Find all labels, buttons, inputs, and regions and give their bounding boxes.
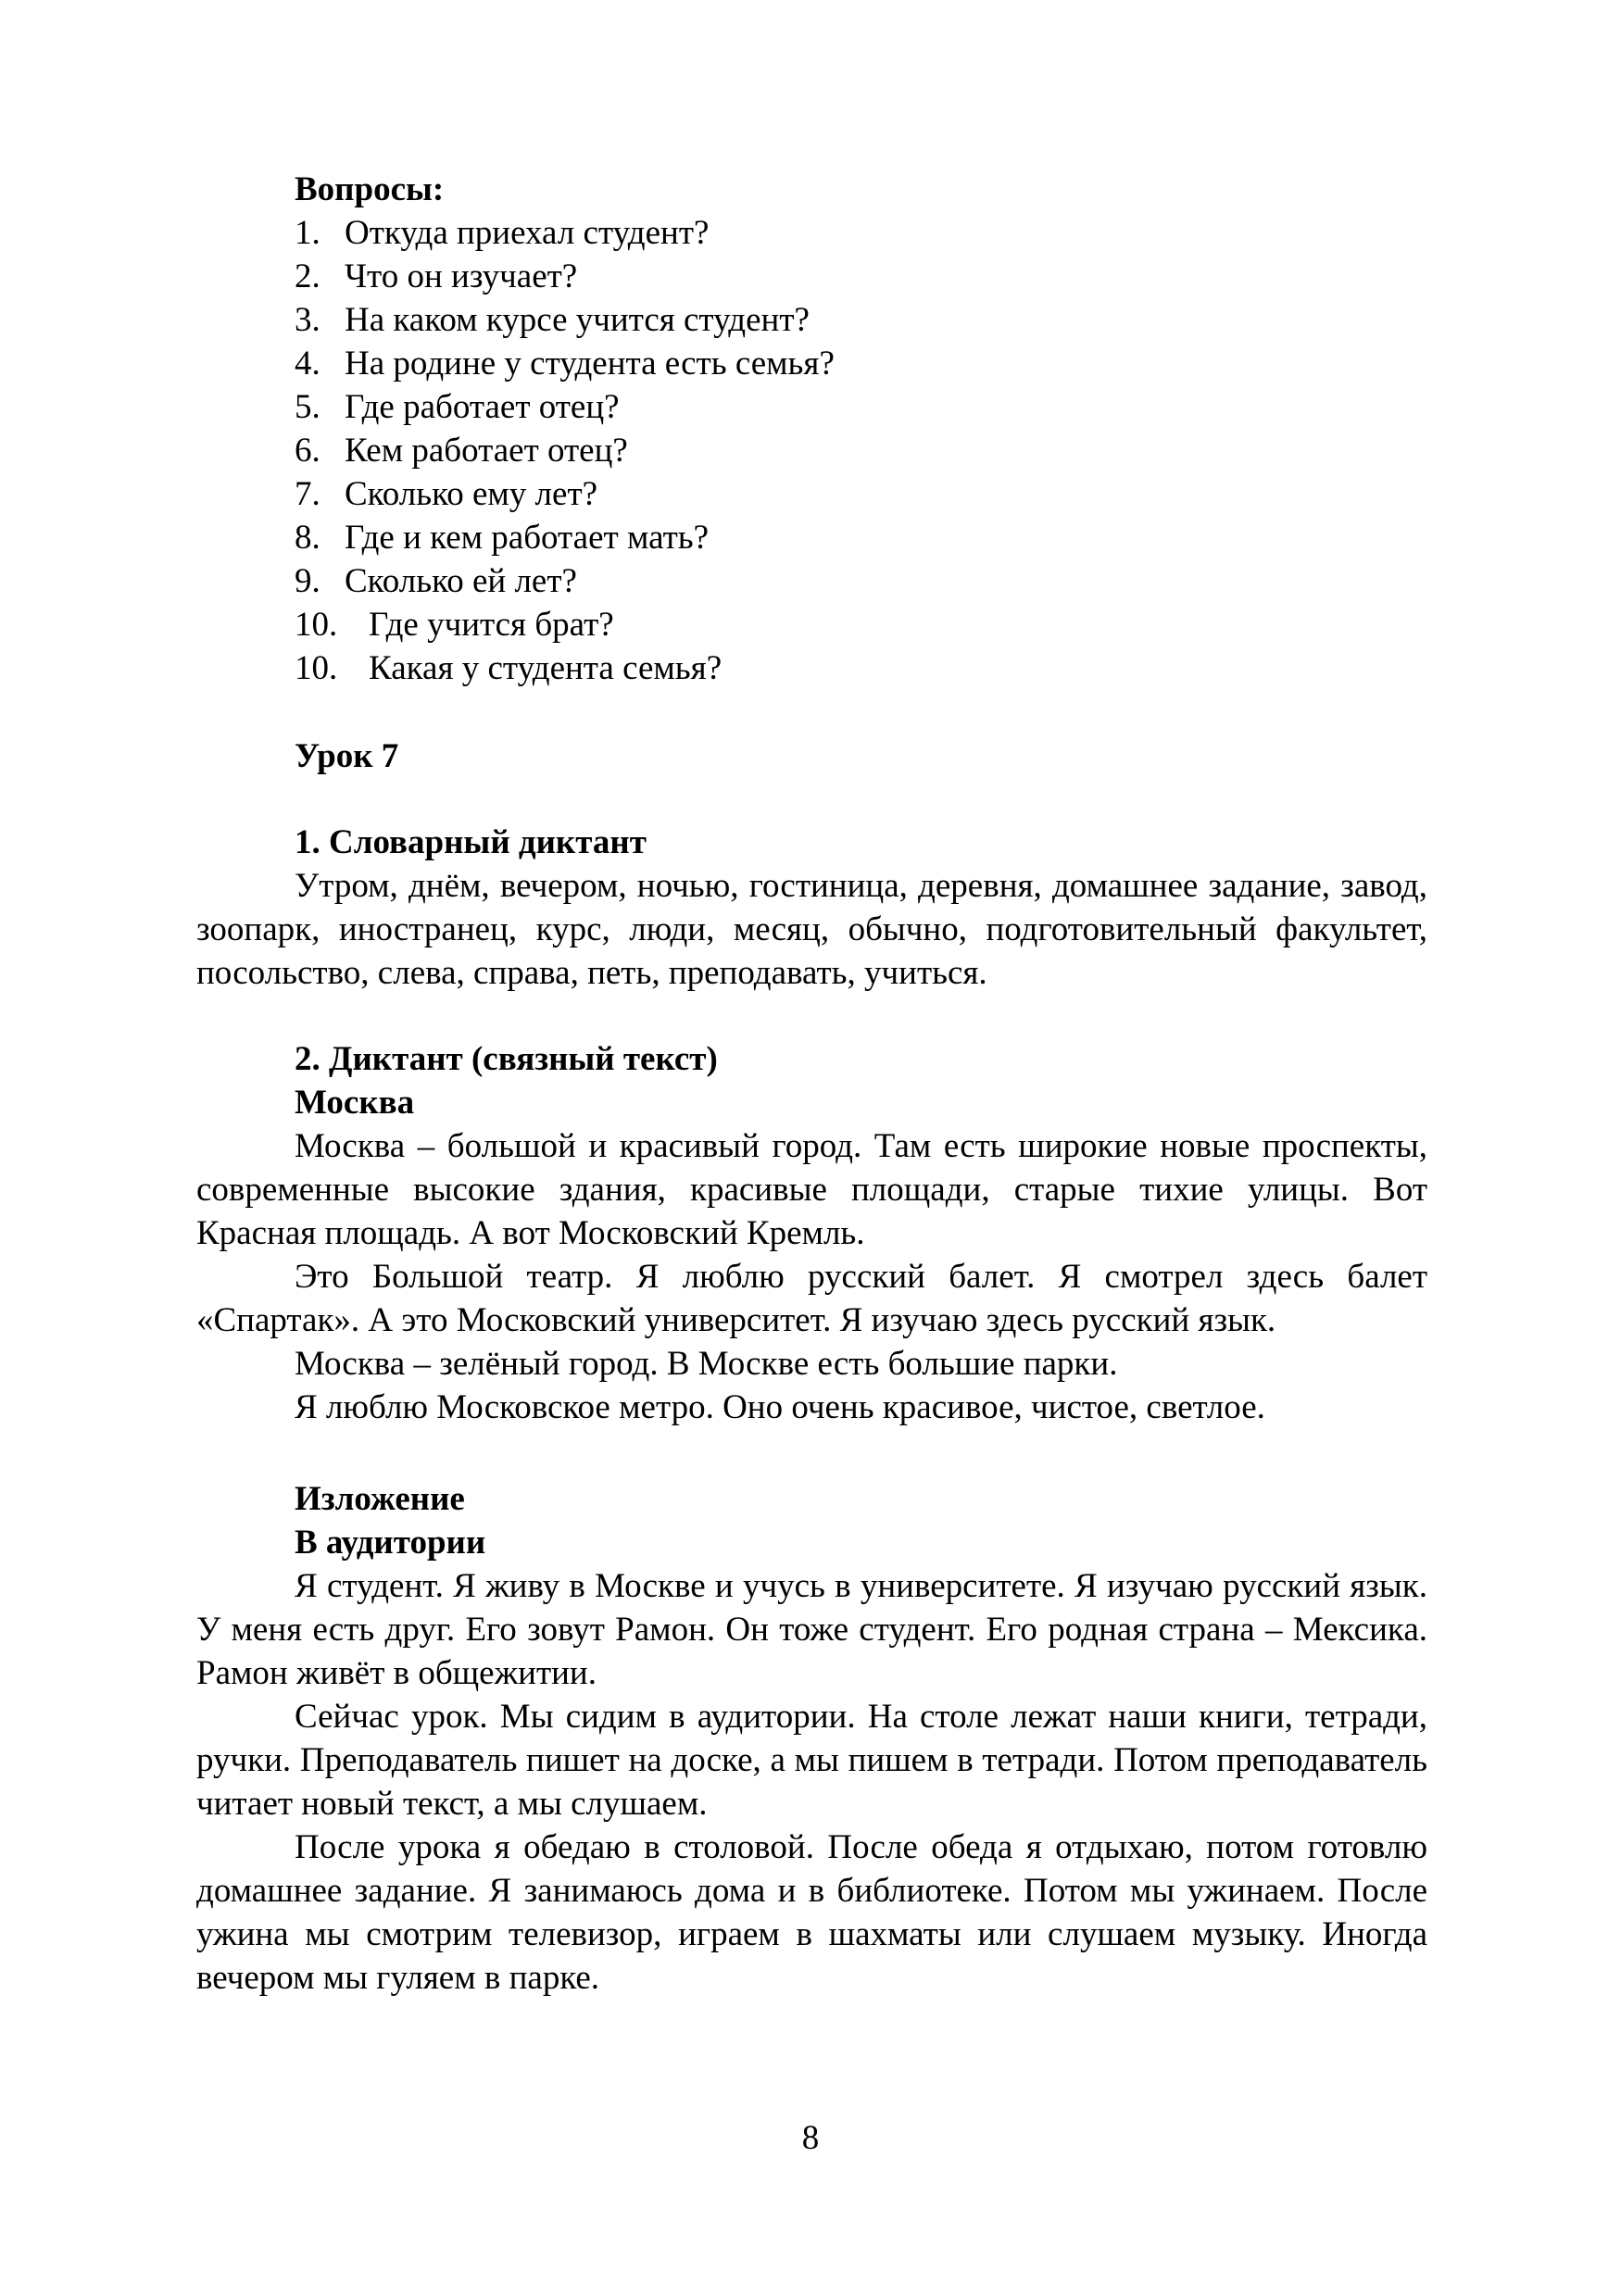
question-number: 6. — [295, 432, 320, 470]
paragraph: Москва – зелёный город. В Москве есть большие парки. — [295, 1345, 1118, 1383]
list-item — [295, 472, 835, 516]
presentation-block — [196, 1564, 1427, 2000]
question-text: Где работает отец? — [345, 388, 620, 426]
list-item — [295, 516, 835, 559]
list-item — [295, 429, 835, 472]
vocab-dictation-heading: 1. Словарный диктант — [295, 823, 647, 861]
question-number: 5. — [295, 388, 320, 426]
vocab-dictation-text: Утром, днём, вечером, ночью, гостиница, деревня, домашнее задание, завод, зоопарк, иностранец, курс, люди, месяц, обычно, подготовительный факультет, посольство, слева, справа, петь, преподавать, учиться. — [196, 867, 1427, 992]
dictation-heading: 2. Диктант (связный текст) — [295, 1040, 718, 1078]
questions-heading: Вопросы: — [295, 170, 445, 208]
list-item — [295, 646, 835, 690]
question-number: 10. — [295, 649, 338, 687]
page-number: 8 — [801, 2119, 820, 2157]
lesson-title: Урок 7 — [295, 737, 399, 775]
questions-list — [295, 211, 835, 690]
question-text: Откуда приехал студент? — [345, 214, 710, 252]
paragraph: После урока я обедаю в столовой. После обеда я отдыхаю, потом готовлю домашнее задание. Я занимаюсь дома и в библиотеке. Потом мы ужинаем. После ужина мы смотрим телевизор, играем в шахматы или слушаем музыку. Иногда вечером мы гуляем в парке. — [196, 1828, 1427, 1997]
question-number: 10. — [295, 606, 338, 644]
question-text: На родине у студента есть семья? — [345, 345, 835, 383]
list-item — [295, 559, 835, 603]
vocab-dictation-block — [196, 864, 1427, 995]
paragraph: Я люблю Московское метро. Оно очень красивое, чистое, светлое. — [295, 1388, 1265, 1426]
question-text: Что он изучает? — [345, 257, 578, 295]
question-number: 9. — [295, 562, 320, 600]
question-text: Кем работает отец? — [345, 432, 628, 470]
paragraph: Это Большой театр. Я люблю русский балет. Я смотрел здесь балет «Спартак». А это Московский университет. Я изучаю здесь русский язык. — [196, 1258, 1427, 1339]
question-text: Сколько ей лет? — [345, 562, 577, 600]
paragraph: Я студент. Я живу в Москве и учусь в университете. Я изучаю русский язык. У меня есть друг. Его зовут Рамон. Он тоже студент. Его родная страна – Мексика. Рамон живёт в общежитии. — [196, 1567, 1427, 1692]
question-text: Какая у студента семья? — [369, 649, 723, 687]
list-item — [295, 211, 835, 255]
question-number: 4. — [295, 345, 320, 383]
question-number: 7. — [295, 475, 320, 513]
question-number: 1. — [295, 214, 320, 252]
paragraph: Москва – большой и красивый город. Там есть широкие новые проспекты, современные высокие здания, красивые площади, старые тихие улицы. Вот Красная площадь. А вот Московский Кремль. — [196, 1127, 1427, 1252]
dictation-title: Москва — [295, 1084, 415, 1122]
list-item — [295, 385, 835, 429]
question-text: Сколько ему лет? — [345, 475, 598, 513]
question-number: 8. — [295, 519, 320, 557]
presentation-title: В аудитории — [295, 1524, 486, 1562]
list-item — [295, 298, 835, 342]
question-text: На каком курсе учится студент? — [345, 301, 810, 339]
paragraph: Сейчас урок. Мы сидим в аудитории. На столе лежат наши книги, тетради, ручки. Преподаватель пишет на доске, а мы пишем в тетради. Потом преподаватель читает новый текст, а мы слушаем. — [196, 1698, 1427, 1823]
question-number: 3. — [295, 301, 320, 339]
question-text: Где учится брат? — [369, 606, 614, 644]
list-item — [295, 255, 835, 298]
question-text: Где и кем работает мать? — [345, 519, 710, 557]
presentation-heading: Изложение — [295, 1480, 465, 1518]
dictation-block — [196, 1124, 1427, 1429]
list-item — [295, 342, 835, 385]
list-item — [295, 603, 835, 646]
question-number: 2. — [295, 257, 320, 295]
